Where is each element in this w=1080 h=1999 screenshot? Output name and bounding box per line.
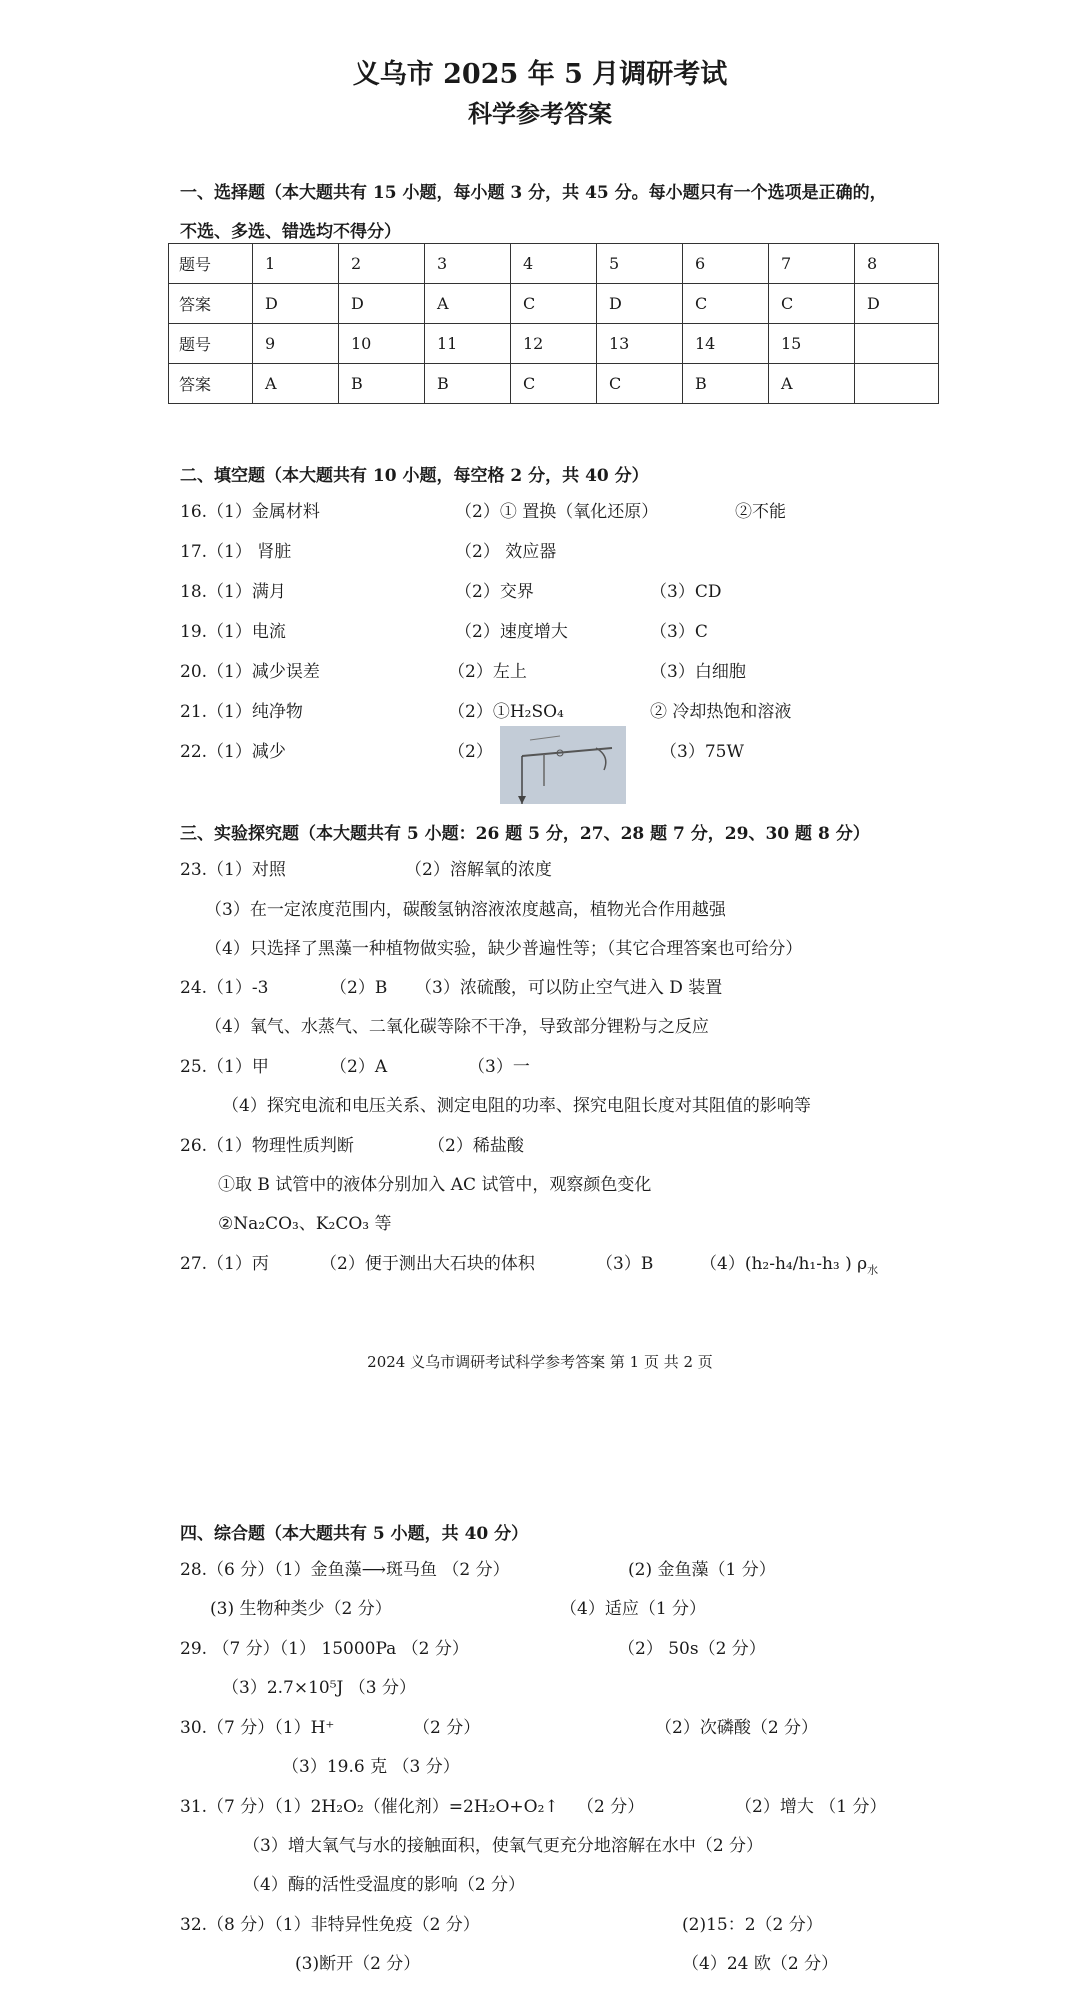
- answer-23-3: （3）在一定浓度范围内，碳酸氢钠溶液浓度越高，植物光合作用越强: [205, 900, 726, 920]
- answer-29-3: （3）2.7×10⁵J （3 分）: [222, 1678, 416, 1698]
- document-title: 义乌市 2025 年 5 月调研考试: [352, 59, 728, 90]
- answer-21-2: （2）①H₂SO₄: [448, 702, 564, 722]
- document-subtitle: 科学参考答案: [468, 99, 612, 128]
- answer-30-1: 30.（7 分）（1）H⁺: [180, 1718, 335, 1738]
- answer-19-3: （3）C: [650, 622, 708, 642]
- row-label: 题号: [169, 324, 253, 364]
- table-row: [169, 244, 939, 284]
- table-cell: C: [597, 364, 683, 404]
- answer-30-3: （2）次磷酸（2 分）: [655, 1718, 819, 1738]
- table-row: [169, 364, 939, 404]
- page-footer: 2024 义乌市调研考试科学参考答案 第 1 页 共 2 页: [367, 1353, 713, 1371]
- answer-16-3: ②不能: [735, 502, 786, 522]
- answer-32-3: (3)断开（2 分）: [295, 1954, 421, 1974]
- table-row: [169, 284, 939, 324]
- table-cell: A: [253, 364, 339, 404]
- answer-30-4: （3）19.6 克 （3 分）: [282, 1757, 460, 1777]
- answer-19-2: （2）速度增大: [455, 622, 568, 642]
- lever-diagram-icon: [500, 726, 626, 804]
- answer-18-3: （3）CD: [650, 582, 722, 602]
- answer-32-1: 32.（8 分）（1）非特异性免疫（2 分）: [180, 1915, 480, 1935]
- answer-25-2: （2）A: [330, 1057, 388, 1077]
- table-cell: C: [511, 364, 597, 404]
- table-cell: 4: [511, 244, 597, 284]
- table-cell: 7: [769, 244, 855, 284]
- answer-16-1: 16.（1）金属材料: [180, 502, 320, 522]
- answer-20-1: 20.（1）减少误差: [180, 662, 320, 682]
- table-cell: 8: [855, 244, 939, 284]
- section1-heading-line1: 一、选择题（本大题共有 15 小题，每小题 3 分，共 45 分。每小题只有一个选项是正确的，: [180, 183, 887, 203]
- table-cell: D: [855, 284, 939, 324]
- answer-26-1: 26.（1）物理性质判断: [180, 1136, 354, 1156]
- answer-32-2: (2)15：2（2 分）: [682, 1915, 823, 1935]
- answer-26-2: （2）稀盐酸: [428, 1136, 524, 1156]
- answer-28-3: (3) 生物种类少（2 分）: [210, 1599, 392, 1619]
- answer-25-4: （4）探究电流和电压关系、测定电阻的功率、探究电阻长度对其阻值的影响等: [222, 1096, 811, 1116]
- answer-24-4: （4）氧气、水蒸气、二氧化碳等除不干净，导致部分锂粉与之反应: [205, 1017, 709, 1037]
- answer-18-1: 18.（1）满月: [180, 582, 286, 602]
- answer-24-3: （3）浓硫酸，可以防止空气进入 D 装置: [415, 978, 723, 998]
- table-row: [169, 324, 939, 364]
- table-cell: B: [339, 364, 425, 404]
- table-cell: 9: [253, 324, 339, 364]
- table-cell: C: [683, 284, 769, 324]
- table-cell: C: [511, 284, 597, 324]
- row-label: 题号: [169, 244, 253, 284]
- answer-21-3: ② 冷却热饱和溶液: [650, 702, 792, 722]
- answer-18-2: （2）交界: [455, 582, 534, 602]
- answer-16-2: （2）① 置换（氧化还原）: [455, 502, 659, 522]
- table-cell: 12: [511, 324, 597, 364]
- answer-28-2: (2) 金鱼藻（1 分）: [628, 1560, 776, 1580]
- answer-20-3: （3）白细胞: [650, 662, 746, 682]
- section1-heading-line2: 不选、多选、错选均不得分）: [180, 222, 401, 242]
- answer-26-3: ①取 B 试管中的液体分别加入 AC 试管中，观察颜色变化: [218, 1175, 652, 1195]
- answer-31-2: （2 分）: [577, 1797, 645, 1817]
- answer-27-2: （2）便于测出大石块的体积: [320, 1254, 535, 1274]
- answer-25-1: 25.（1）甲: [180, 1057, 269, 1077]
- lever-diagram-image: [500, 726, 626, 804]
- answer-26-4: ②Na₂CO₃、K₂CO₃ 等: [218, 1214, 392, 1234]
- answer-23-1: 23.（1）对照: [180, 860, 286, 880]
- table-cell: D: [597, 284, 683, 324]
- answer-32-4: （4）24 欧（2 分）: [682, 1954, 839, 1974]
- table-cell: 6: [683, 244, 769, 284]
- answer-17-2: （2） 效应器: [455, 542, 557, 562]
- answer-19-1: 19.（1）电流: [180, 622, 286, 642]
- section2-heading: 二、填空题（本大题共有 10 小题，每空格 2 分，共 40 分）: [180, 466, 649, 486]
- table-cell: [855, 364, 939, 404]
- answer-20-2: （2）左上: [448, 662, 527, 682]
- answer-25-3: （3）一: [468, 1057, 530, 1077]
- table-cell: A: [425, 284, 511, 324]
- table-cell: A: [769, 364, 855, 404]
- table-cell: 13: [597, 324, 683, 364]
- answer-23-4: （4）只选择了黑藻一种植物做实验，缺少普遍性等；（其它合理答案也可给分）: [205, 939, 803, 959]
- table-cell: 10: [339, 324, 425, 364]
- answer-table: [168, 243, 939, 404]
- answer-27-4: [700, 1253, 878, 1281]
- answer-22-1: 22.（1）减少: [180, 742, 286, 762]
- answer-17-1: 17.（1） 肾脏: [180, 542, 292, 562]
- row-label: 答案: [169, 364, 253, 404]
- table-cell: B: [425, 364, 511, 404]
- answer-28-1: 28.（6 分）（1）金鱼藻⟶斑马鱼 （2 分）: [180, 1560, 510, 1580]
- answer-31-5: （4）酶的活性受温度的影响（2 分）: [243, 1875, 526, 1895]
- table-cell: 15: [769, 324, 855, 364]
- answer-31-4: （3）增大氧气与水的接触面积，使氧气更充分地溶解在水中（2 分）: [243, 1836, 764, 1856]
- table-cell: 11: [425, 324, 511, 364]
- answer-21-1: 21.（1）纯净物: [180, 702, 303, 722]
- table-cell: D: [339, 284, 425, 324]
- section3-heading: 三、实验探究题（本大题共有 5 小题：26 题 5 分，27、28 题 7 分，29、30 题 8 分）: [180, 824, 870, 844]
- table-cell: C: [769, 284, 855, 324]
- table-cell: 5: [597, 244, 683, 284]
- table-cell: 1: [253, 244, 339, 284]
- answer-29-2: （2） 50s（2 分）: [618, 1639, 766, 1659]
- answer-27-4-text: （4）(h₂-h₄/h₁-h₃ ) ρ: [700, 1254, 868, 1274]
- answer-31-3: （2）增大 （1 分）: [735, 1797, 887, 1817]
- answer-22-2: （2）: [448, 742, 493, 762]
- answer-23-2: （2）溶解氧的浓度: [405, 860, 552, 880]
- answer-24-1: 24.（1）-3: [180, 978, 269, 998]
- table-cell: 3: [425, 244, 511, 284]
- table-cell: [855, 324, 939, 364]
- answer-29-1: 29. （7 分）（1） 15000Pa （2 分）: [180, 1639, 469, 1659]
- answer-27-1: 27.（1）丙: [180, 1254, 269, 1274]
- row-label: 答案: [169, 284, 253, 324]
- answer-24-2: （2）B: [330, 978, 388, 998]
- answer-22-3: （3）75W: [660, 742, 744, 762]
- answer-30-2: （2 分）: [413, 1718, 481, 1738]
- answer-27-4-subscript: 水: [867, 1263, 879, 1277]
- answer-31-1: 31.（7 分）（1）2H₂O₂（催化剂）=2H₂O+O₂↑: [180, 1797, 559, 1817]
- table-cell: D: [253, 284, 339, 324]
- answer-27-3: （3）B: [596, 1254, 654, 1274]
- table-cell: B: [683, 364, 769, 404]
- table-cell: 2: [339, 244, 425, 284]
- section4-heading: 四、综合题（本大题共有 5 小题，共 40 分）: [180, 1524, 529, 1544]
- table-cell: 14: [683, 324, 769, 364]
- answer-28-4: （4）适应（1 分）: [560, 1599, 707, 1619]
